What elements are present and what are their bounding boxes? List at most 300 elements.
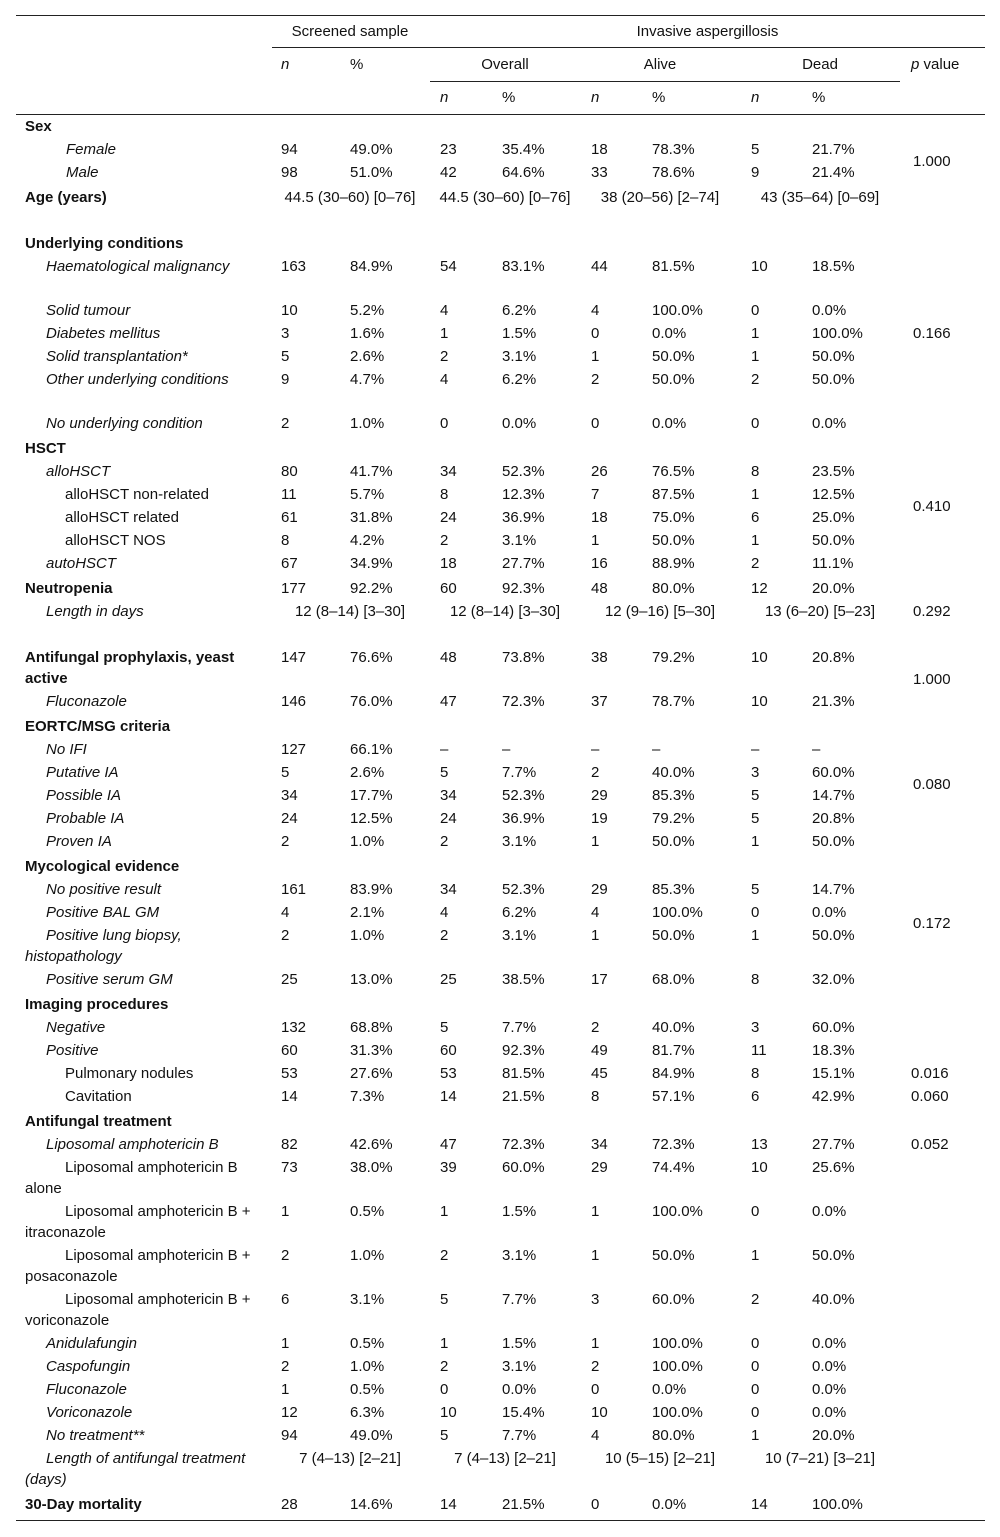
table-cell: 15.4% <box>502 1404 545 1421</box>
table-cell: 161 <box>281 881 307 898</box>
table-cell: 24 <box>440 810 457 827</box>
table-cell: 27.6% <box>350 1065 393 1082</box>
table-cell: 60.0% <box>652 1291 695 1308</box>
table-cell: 50.0% <box>812 1247 855 1264</box>
table-cell: 0 <box>751 302 760 319</box>
table-cell: 7 (4–13) [2–21] <box>454 1450 556 1467</box>
row-label: No underlying condition <box>46 415 203 432</box>
table-cell: 78.3% <box>652 141 695 158</box>
table-cell: 3.1% <box>502 532 537 549</box>
table-cell: 10 <box>440 1404 457 1421</box>
table-cell: 12 (8–14) [3–30] <box>294 603 406 620</box>
table-cell: 81.5% <box>652 258 695 275</box>
table-cell: 29 <box>591 1159 608 1176</box>
table-cell: 31.3% <box>350 1042 393 1059</box>
table-cell: 2 <box>281 833 290 850</box>
table-cell: 2 <box>591 1019 600 1036</box>
table-cell: 48 <box>591 580 608 597</box>
table-cell: 10 <box>751 649 768 666</box>
table-cell: 44.5 (30–60) [0–76] <box>284 189 416 206</box>
table-cell: 20.8% <box>812 649 855 666</box>
row-label: No IFI <box>46 741 87 758</box>
table-cell: 61 <box>281 509 298 526</box>
table-cell: 83.1% <box>502 258 545 275</box>
table-cell: 38 <box>591 649 608 666</box>
table-cell: 64.6% <box>502 164 545 181</box>
table-cell: 3.1% <box>502 1247 537 1264</box>
table-cell: 5.2% <box>350 302 385 319</box>
row-label: Voriconazole <box>46 1404 133 1421</box>
table-cell: 4 <box>591 302 600 319</box>
table-cell: 49.0% <box>350 141 393 158</box>
table-cell: 16 <box>591 555 608 572</box>
table-cell: 34 <box>440 463 457 480</box>
table-cell: 3.1% <box>502 927 537 944</box>
row-label: Female <box>66 141 117 158</box>
table-cell: 1 <box>591 348 600 365</box>
table-cell: 50.0% <box>652 371 695 388</box>
header-invasive-aspergillosis: Invasive aspergillosis <box>636 23 779 40</box>
table-cell: 0 <box>751 1404 760 1421</box>
header-dead: Dead <box>802 56 838 73</box>
table-cell: 146 <box>281 693 307 710</box>
row-label: Negative <box>46 1019 106 1036</box>
table-cell: 12 <box>751 580 768 597</box>
table-cell: 2 <box>440 348 449 365</box>
row-label: Proven IA <box>46 833 112 850</box>
table-cell: 7.7% <box>502 764 537 781</box>
table-cell: 2 <box>281 1247 290 1264</box>
table-cell: 67 <box>281 555 298 572</box>
table-cell: 32.0% <box>812 971 855 988</box>
row-label: Solid tumour <box>46 302 131 319</box>
table-cell: – <box>751 741 760 758</box>
table-cell: 10 <box>591 1404 608 1421</box>
table-cell: 31.8% <box>350 509 393 526</box>
table-cell: 53 <box>281 1065 298 1082</box>
table-cell: 79.2% <box>652 810 695 827</box>
header-dead-percent: % <box>812 89 826 106</box>
table-cell: 0 <box>751 1358 760 1375</box>
table-cell: 2 <box>281 1358 290 1375</box>
header-alive-n: n <box>591 89 600 106</box>
table-cell: 2 <box>591 764 600 781</box>
row-label: alloHSCT NOS <box>65 532 166 549</box>
table-cell: 3 <box>751 764 760 781</box>
table-cell: 50.0% <box>652 348 695 365</box>
table-cell: 14 <box>751 1496 768 1513</box>
table-cell: 11.1% <box>812 555 854 572</box>
table-cell: 80 <box>281 463 298 480</box>
table-cell: 5 <box>751 810 760 827</box>
table-cell: 94 <box>281 1427 298 1444</box>
table-cell: 87.5% <box>652 486 695 503</box>
table-cell: 27.7% <box>502 555 545 572</box>
table-cell: 39 <box>440 1159 457 1176</box>
table-cell: 4 <box>440 302 449 319</box>
table-cell: 76.0% <box>350 693 393 710</box>
row-label: Liposomal amphotericin B <box>46 1136 219 1153</box>
table-cell: 100.0% <box>652 302 703 319</box>
table-cell: 17 <box>591 971 608 988</box>
header-alive-percent: % <box>652 89 666 106</box>
row-label: Putative IA <box>46 764 119 781</box>
table-cell: 52.3% <box>502 463 545 480</box>
table-cell: 60.0% <box>812 1019 855 1036</box>
table-cell: 5.7% <box>350 486 385 503</box>
table-cell: 94 <box>281 141 298 158</box>
table-cell: 1 <box>751 927 760 944</box>
table-cell: 4.2% <box>350 532 385 549</box>
header-dead-n: n <box>751 89 760 106</box>
p-value: 0.172 <box>913 915 951 932</box>
table-cell: 84.9% <box>350 258 393 275</box>
table-cell: 2 <box>281 415 290 432</box>
table-cell: 12 <box>281 1404 298 1421</box>
table-cell: 78.6% <box>652 164 695 181</box>
table-cell: 1 <box>751 486 760 503</box>
table-cell: 18.3% <box>812 1042 855 1059</box>
table-cell: 21.3% <box>812 693 855 710</box>
table-cell: 75.0% <box>652 509 695 526</box>
table-cell: 6 <box>751 1088 760 1105</box>
table-cell: 78.7% <box>652 693 695 710</box>
row-label: Positive lung biopsy, histopathology <box>25 927 182 965</box>
table-cell: 0 <box>751 1381 760 1398</box>
table-cell: 25 <box>440 971 457 988</box>
header-percent: % <box>350 56 364 73</box>
table-cell: 100.0% <box>652 1358 703 1375</box>
table-cell: 0 <box>440 1381 449 1398</box>
table-cell: 45 <box>591 1065 608 1082</box>
table-cell: 53 <box>440 1065 457 1082</box>
table-cell: 13 <box>751 1136 768 1153</box>
table-cell: 47 <box>440 1136 457 1153</box>
table-cell: 38.5% <box>502 971 545 988</box>
table-cell: 1 <box>591 1335 600 1352</box>
row-label: Fluconazole <box>46 693 127 710</box>
row-label: Possible IA <box>46 787 122 804</box>
table-cell: 2 <box>440 1247 449 1264</box>
header-overall-percent: % <box>502 89 516 106</box>
table-cell: 52.3% <box>502 881 545 898</box>
row-label: Other underlying conditions <box>46 371 229 388</box>
table-cell: 50.0% <box>652 1247 695 1264</box>
table-cell: 50.0% <box>812 348 855 365</box>
p-value: 0.016 <box>911 1065 949 1082</box>
table-cell: 34 <box>440 881 457 898</box>
table-cell: 4 <box>591 904 600 921</box>
table-cell: 18 <box>440 555 457 572</box>
table-cell: 2 <box>751 371 760 388</box>
table-cell: 1.0% <box>350 833 385 850</box>
table-cell: 72.3% <box>502 693 545 710</box>
table-cell: 66.1% <box>350 741 393 758</box>
table-cell: 44 <box>591 258 608 275</box>
table-cell: 17.7% <box>350 787 393 804</box>
table-cell: 11 <box>751 1042 767 1059</box>
table-cell: 14.7% <box>812 787 855 804</box>
table-cell: 14 <box>440 1496 457 1513</box>
table-cell: 42 <box>440 164 457 181</box>
table-cell: 25.0% <box>812 509 855 526</box>
table-cell: 76.6% <box>350 649 393 666</box>
table-cell: 10 <box>751 693 768 710</box>
table-cell: 27.7% <box>812 1136 855 1153</box>
p-value: 1.000 <box>913 671 951 688</box>
row-label: Probable IA <box>46 810 125 827</box>
table-cell: 24 <box>281 810 298 827</box>
row-label: EORTC/MSG criteria <box>25 718 171 735</box>
table-cell: 18 <box>591 141 608 158</box>
table-cell: 44.5 (30–60) [0–76] <box>439 189 571 206</box>
row-label: Antifungal treatment <box>25 1113 172 1130</box>
table-cell: 1 <box>591 927 600 944</box>
table-cell: 8 <box>751 971 760 988</box>
table-cell: 28 <box>281 1496 298 1513</box>
table-cell: 1 <box>751 833 760 850</box>
table-cell: 50.0% <box>812 532 855 549</box>
table-cell: 7.3% <box>350 1088 385 1105</box>
table-cell: 13 (6–20) [5–23] <box>764 603 876 620</box>
table-cell: 21.5% <box>502 1088 545 1105</box>
table-cell: 5 <box>440 1427 449 1444</box>
table-cell: 9 <box>751 164 760 181</box>
table-cell: 12 (8–14) [3–30] <box>449 603 561 620</box>
table-cell: 50.0% <box>652 927 695 944</box>
table-cell: 85.3% <box>652 787 695 804</box>
table-cell: 21.4% <box>812 164 855 181</box>
header-n: n <box>281 56 290 73</box>
table-cell: 0.0% <box>502 415 537 432</box>
table-cell: 3 <box>281 325 290 342</box>
table-cell: 1 <box>440 1335 449 1352</box>
table-cell: 0 <box>751 415 760 432</box>
table-cell: 8 <box>281 532 290 549</box>
table-cell: 60 <box>440 580 457 597</box>
table-cell: 5 <box>440 764 449 781</box>
table-cell: 4 <box>440 371 449 388</box>
table-cell: 6 <box>281 1291 290 1308</box>
table-cell: 92.3% <box>502 1042 545 1059</box>
table-cell: 7 <box>591 486 600 503</box>
row-label: Length of antifungal treatment (days) <box>25 1450 246 1488</box>
table-cell: 60 <box>281 1042 298 1059</box>
table-cell: 23.5% <box>812 463 855 480</box>
table-cell: 2 <box>440 1358 449 1375</box>
table-cell: 1 <box>281 1381 290 1398</box>
table-cell: 47 <box>440 693 457 710</box>
table-cell: 54 <box>440 258 457 275</box>
table-cell: 3.1% <box>350 1291 385 1308</box>
table-cell: 0.5% <box>350 1203 385 1220</box>
table-cell: 21.5% <box>502 1496 545 1513</box>
table-cell: 82 <box>281 1136 298 1153</box>
table-cell: 5 <box>751 141 760 158</box>
p-value: 1.000 <box>913 153 951 170</box>
table-cell: 50.0% <box>812 371 855 388</box>
row-label: 30-Day mortality <box>25 1496 142 1513</box>
table-cell: 1.5% <box>502 1203 537 1220</box>
row-label: No treatment** <box>46 1427 145 1444</box>
table-cell: 0.0% <box>652 1496 687 1513</box>
header-overall-n: n <box>440 89 449 106</box>
table-cell: 26 <box>591 463 608 480</box>
row-label: HSCT <box>25 440 66 457</box>
table-cell: 19 <box>591 810 608 827</box>
table-cell: 34 <box>440 787 457 804</box>
row-label: Age (years) <box>25 189 107 206</box>
table-cell: 38 (20–56) [2–74] <box>600 189 720 206</box>
table-cell: 12.3% <box>502 486 545 503</box>
table-cell: 73.8% <box>502 649 545 666</box>
table-cell: 20.8% <box>812 810 855 827</box>
row-label: Positive <box>46 1042 99 1059</box>
table-cell: 79.2% <box>652 649 695 666</box>
table-cell: 40.0% <box>652 764 695 781</box>
table-cell: 49 <box>591 1042 608 1059</box>
table-cell: 41.7% <box>350 463 393 480</box>
table-cell: 2.1% <box>350 904 385 921</box>
p-value: 0.410 <box>913 498 951 515</box>
table-cell: 3 <box>751 1019 760 1036</box>
header-screened-sample: Screened sample <box>291 23 409 40</box>
table-cell: 0 <box>751 1203 760 1220</box>
p-value: 0.166 <box>913 325 951 342</box>
table-cell: 0.0% <box>812 1381 847 1398</box>
table-cell: 85.3% <box>652 881 695 898</box>
table-cell: 7.7% <box>502 1019 537 1036</box>
table-cell: – <box>652 741 661 758</box>
row-label: Liposomal amphotericin B + itraconazole <box>25 1203 251 1241</box>
table-cell: 8 <box>591 1088 600 1105</box>
table-cell: 0.0% <box>652 325 687 342</box>
row-label: Cavitation <box>65 1088 132 1105</box>
row-label: Haematological malignancy <box>46 258 230 275</box>
table-cell: 81.7% <box>652 1042 695 1059</box>
table-cell: 42.9% <box>812 1088 855 1105</box>
table-cell: 1 <box>440 325 449 342</box>
row-label: Sex <box>25 118 52 135</box>
row-label: Fluconazole <box>46 1381 127 1398</box>
row-label: Liposomal amphotericin B + posaconazole <box>25 1247 251 1285</box>
table-cell: 0.5% <box>350 1381 385 1398</box>
row-label: No positive result <box>46 881 162 898</box>
table-cell: 3.1% <box>502 833 537 850</box>
table-cell: – <box>440 741 449 758</box>
table-cell: 100.0% <box>812 1496 863 1513</box>
table-cell: 98 <box>281 164 298 181</box>
table-cell: 21.7% <box>812 141 855 158</box>
table-cell: 1 <box>751 1427 760 1444</box>
row-label: Diabetes mellitus <box>46 325 161 342</box>
table-cell: 4 <box>440 904 449 921</box>
table-cell: 8 <box>751 463 760 480</box>
table-cell: 92.3% <box>502 580 545 597</box>
table-cell: 7.7% <box>502 1427 537 1444</box>
table-cell: 7.7% <box>502 1291 537 1308</box>
table-cell: 1 <box>591 1203 600 1220</box>
table-cell: 29 <box>591 787 608 804</box>
table-cell: 12 (9–16) [5–30] <box>604 603 716 620</box>
table-cell: 177 <box>281 580 307 597</box>
table-cell: 37 <box>591 693 608 710</box>
table-cell: 57.1% <box>652 1088 695 1105</box>
table-cell: 100.0% <box>652 1203 703 1220</box>
table-cell: 68.0% <box>652 971 695 988</box>
table-cell: 18.5% <box>812 258 855 275</box>
row-label: Antifungal prophylaxis, yeast active <box>25 649 235 687</box>
table-cell: 6.2% <box>502 302 537 319</box>
table-cell: 15.1% <box>812 1065 855 1082</box>
table-cell: 80.0% <box>652 580 695 597</box>
table-cell: 12.5% <box>812 486 855 503</box>
table-cell: 0 <box>591 1381 600 1398</box>
table-cell: 1 <box>440 1203 449 1220</box>
table-cell: 1 <box>751 348 760 365</box>
table-cell: 92.2% <box>350 580 393 597</box>
row-label: Male <box>66 164 99 181</box>
table-cell: – <box>591 741 600 758</box>
header-rule-2 <box>430 81 900 82</box>
table-cell: 6.2% <box>502 904 537 921</box>
table-cell: 100.0% <box>652 904 703 921</box>
table-cell: 5 <box>440 1019 449 1036</box>
table-cell: 3 <box>591 1291 600 1308</box>
row-label: autoHSCT <box>46 555 117 572</box>
table-cell: 5 <box>751 787 760 804</box>
table-cell: 9 <box>281 371 290 388</box>
table-cell: 72.3% <box>502 1136 545 1153</box>
table-cell: 52.3% <box>502 787 545 804</box>
table-cell: 132 <box>281 1019 307 1036</box>
table-cell: 48 <box>440 649 457 666</box>
table-cell: 11 <box>281 486 297 503</box>
table-cell: 40.0% <box>812 1291 855 1308</box>
table-cell: 81.5% <box>502 1065 545 1082</box>
table-cell: 36.9% <box>502 810 545 827</box>
table-cell: 5 <box>281 348 290 365</box>
table-cell: 2.6% <box>350 348 385 365</box>
table-cell: 1.0% <box>350 927 385 944</box>
table-cell: 72.3% <box>652 1136 695 1153</box>
table-cell: 147 <box>281 649 307 666</box>
table-cell: 2 <box>440 927 449 944</box>
table-cell: 2 <box>440 833 449 850</box>
table-cell: 0.0% <box>812 1203 847 1220</box>
table-cell: 163 <box>281 258 307 275</box>
table-cell: 0 <box>591 325 600 342</box>
table-cell: 10 (7–21) [3–21] <box>764 1450 876 1467</box>
table-cell: 74.4% <box>652 1159 695 1176</box>
table-cell: 42.6% <box>350 1136 393 1153</box>
table-cell: 14 <box>281 1088 298 1105</box>
header-alive: Alive <box>643 56 677 73</box>
row-label: alloHSCT related <box>65 509 179 526</box>
p-value: 0.060 <box>911 1088 949 1105</box>
table-cell: 2 <box>281 927 290 944</box>
table-cell: 2 <box>440 532 449 549</box>
table-cell: 5 <box>281 764 290 781</box>
table-cell: 6.3% <box>350 1404 385 1421</box>
table-cell: 12.5% <box>350 810 393 827</box>
table-cell: 127 <box>281 741 307 758</box>
table-cell: 33 <box>591 164 608 181</box>
table-cell: 14.7% <box>812 881 855 898</box>
header-rule-1 <box>272 47 985 48</box>
table-cell: 2 <box>751 1291 760 1308</box>
table-cell: 5 <box>751 881 760 898</box>
